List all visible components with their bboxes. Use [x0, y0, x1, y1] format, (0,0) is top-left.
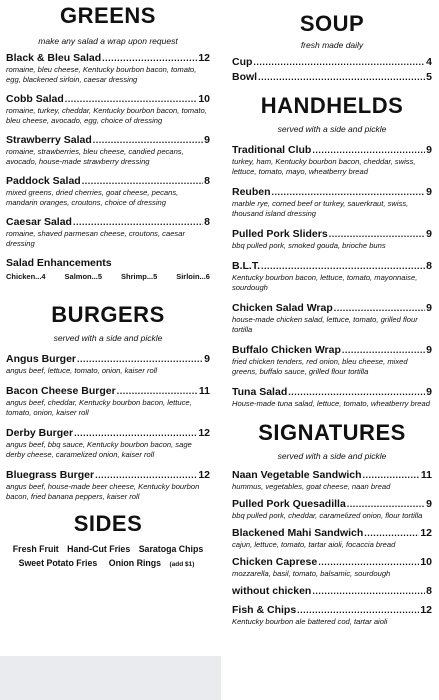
menu-item-name: Reuben: [232, 186, 271, 198]
menu-item: [6, 93, 210, 126]
burgers-list: [6, 353, 210, 502]
menu-item: [232, 527, 432, 550]
menu-item: [232, 604, 432, 627]
menu-item: [232, 556, 432, 579]
menu-item-description: turkey, ham, Kentucky bourbon bacon, cheddar, swiss, lettuce, tomato, mayo, wheatberry bread: [232, 157, 416, 176]
side-item-label: Onion Rings: [108, 558, 162, 568]
menu-item-description: cajun, lettuce, tomato, tartar aioli, focaccia bread: [232, 540, 396, 549]
menu-item-description: House-made tuna salad, lettuce, tomato, wheatberry bread: [232, 399, 430, 408]
sides-section: [6, 512, 210, 572]
menu-item-name: Strawberry Salad: [6, 134, 92, 146]
menu-item: [232, 344, 432, 377]
menu-item-name: Bacon Cheese Burger: [6, 385, 116, 397]
side-item: Fresh Fruit: [12, 544, 59, 554]
menu-item-name: Angus Burger: [6, 353, 77, 365]
menu-item-row: [232, 469, 432, 482]
menu-item-price: 4: [426, 56, 432, 68]
menu-item-row: [232, 144, 432, 157]
dot-leader: [117, 385, 198, 398]
dot-leader: [312, 585, 425, 598]
menu-item: [232, 71, 432, 84]
enhancement-option: Chicken...4: [6, 272, 46, 281]
menu-item-name: Caesar Salad: [6, 216, 72, 228]
dot-leader: [318, 556, 419, 569]
menu-item-price: 9: [426, 344, 432, 356]
menu-item-name: Chicken Salad Wrap: [232, 302, 333, 314]
menu-item-row: [232, 56, 432, 69]
menu-item-price: 10: [198, 93, 210, 105]
menu-item-name: Tuna Salad: [232, 386, 288, 398]
menu-item-description: Kentucky bourbon bacon, lettuce, tomato, mayonnaise, sourdough: [232, 273, 418, 292]
menu-item-name: Chicken Caprese: [232, 556, 318, 568]
menu-item-row: [232, 527, 432, 540]
soup-title: SOUP: [299, 11, 365, 36]
menu-item-name: Buffalo Chicken Wrap: [232, 344, 341, 356]
menu-item-price: 9: [426, 302, 432, 314]
menu-item-name: Cup: [232, 56, 253, 68]
dot-leader: [347, 498, 425, 511]
dot-leader: [65, 93, 198, 106]
enhancement-option: Shrimp...5: [121, 272, 158, 281]
handhelds-section: [232, 94, 432, 409]
menu-item-description: angus beef, lettuce, tomato, onion, kaiser roll: [6, 366, 158, 375]
menu-item-price: 11: [198, 385, 210, 397]
menu-item: [232, 498, 432, 521]
menu-item-description: romaine, turkey, cheddar, Kentucky bourbon bacon, tomato, bleu cheese, avocado, egg, choice of dressing: [6, 106, 207, 125]
menu-item: [6, 216, 210, 249]
menu-item-price: 8: [426, 260, 432, 272]
menu-item-description: bbq pulled pork, cheddar, caramelized onion, flour tortilla: [232, 511, 423, 520]
dot-leader: [74, 427, 197, 440]
greens-section: [6, 0, 210, 281]
menu-item-price: 11: [420, 469, 432, 481]
handhelds-subtitle: served with a side and pickle: [277, 124, 387, 134]
menu-item-price: 12: [198, 52, 210, 64]
menu-item-name: Bluegrass Burger: [6, 469, 95, 481]
dot-leader: [95, 469, 197, 482]
side-item: Hand-Cut Fries: [67, 544, 131, 554]
burgers-subtitle: served with a side and pickle: [53, 333, 163, 343]
menu-item-row: [232, 498, 432, 511]
menu-item-row: [232, 585, 432, 598]
menu-item-row: [6, 216, 210, 229]
menu-item-row: [6, 134, 210, 147]
menu-item-row: [6, 175, 210, 188]
soup-section: [232, 0, 432, 84]
menu-item: [6, 469, 210, 502]
sides-line-1: [6, 542, 210, 556]
menu-item-description: mozzarella, basil, tomato, balsamic, sourdough: [232, 569, 391, 578]
dot-leader: [93, 134, 203, 147]
menu-item-name: B.L.T.: [232, 260, 260, 272]
menu-item-name: Cobb Salad: [6, 93, 64, 105]
left-column: [6, 0, 210, 572]
greens-list: [6, 52, 210, 249]
menu-item-price: 12: [198, 469, 210, 481]
menu-item-price: 12: [420, 604, 432, 616]
menu-item-price: 10: [420, 556, 432, 568]
enhancement-option: Salmon...5: [64, 272, 103, 281]
menu-item-name: Derby Burger: [6, 427, 74, 439]
menu-item: [6, 52, 210, 85]
handhelds-list: [232, 144, 432, 409]
menu-item-description: romaine, bleu cheese, Kentucky bourbon bacon, tomato, egg, blackened sirloin, caesar dressing: [6, 65, 197, 84]
menu-item-name: Paddock Salad: [6, 175, 81, 187]
menu-item-row: [232, 604, 432, 617]
signatures-subtitle: served with a side and pickle: [277, 451, 387, 461]
menu-item-name: Traditional Club: [232, 144, 312, 156]
menu-item-name: Naan Vegetable Sandwich: [232, 469, 362, 481]
menu-item: [232, 260, 432, 293]
salad-enhancements-options: [6, 272, 210, 281]
menu-item-price: 9: [204, 134, 210, 146]
menu-item-price: 9: [426, 186, 432, 198]
soup-list: [232, 56, 432, 84]
menu-item-row: [6, 93, 210, 106]
menu-item-description: romaine, shaved parmesan cheese, croutons, caesar dressing: [6, 229, 185, 248]
menu-item-row: [6, 469, 210, 482]
menu-item-name: Fish & Chips: [232, 604, 297, 616]
menu-item-row: [232, 260, 432, 273]
menu-item-row: [232, 386, 432, 399]
dot-leader: [363, 469, 420, 482]
menu-item-description: Kentucky bourbon ale battered cod, tartar aioli: [232, 617, 388, 626]
menu-item-row: [232, 344, 432, 357]
dot-leader: [258, 71, 425, 84]
menu-item-name: without chicken: [232, 585, 312, 597]
menu-item: [232, 469, 432, 492]
dot-leader: [261, 260, 425, 273]
right-column: [232, 0, 432, 633]
menu-item-description: angus beef, cheddar, Kentucky bourbon bacon, lettuce, tomato, onion, kaiser roll: [6, 398, 192, 417]
soup-subtitle: fresh made daily: [300, 40, 364, 50]
menu-item-price: 9: [426, 386, 432, 398]
menu-item: [232, 585, 432, 598]
menu-item-row: [232, 186, 432, 199]
salad-enhancements-title: Salad Enhancements: [6, 257, 112, 269]
menu-item: [6, 427, 210, 460]
dot-leader: [329, 228, 425, 241]
menu-item-price: 9: [426, 144, 432, 156]
menu-item-name: Bowl: [232, 71, 258, 83]
menu-item: [6, 134, 210, 167]
dot-leader: [342, 344, 425, 357]
menu-item-price: 8: [426, 585, 432, 597]
dot-leader: [73, 216, 203, 229]
menu-item-name: Black & Bleu Salad: [6, 52, 102, 64]
menu-item-row: [6, 385, 210, 398]
menu-item-name: Blackened Mahi Sandwich: [232, 527, 364, 539]
menu-item: [232, 186, 432, 219]
enhancement-option: Sirloin...6: [176, 272, 210, 281]
menu-item: [232, 228, 432, 251]
menu-item: [232, 302, 432, 335]
menu-item: [6, 353, 210, 376]
side-item: Sweet Potato Fries: [18, 558, 98, 568]
greens-subtitle: make any salad a wrap upon request: [38, 36, 178, 46]
menu-item-description: angus beef, bbq sauce, Kentucky bourbon bacon, sage derby cheese, caramelized onion, kaiser roll: [6, 440, 192, 459]
side-item-note: (add $1): [169, 561, 195, 568]
side-item: Saratoga Chips: [138, 544, 204, 554]
menu-item-row: [232, 302, 432, 315]
sides-line-2: [6, 556, 210, 572]
signatures-title: SIGNATURES: [258, 420, 406, 445]
menu-item: [6, 385, 210, 418]
dot-leader: [312, 144, 425, 157]
menu-item-description: angus beef, house-made beer cheese, Kentucky bourbon bacon, fried banana peppers, kaiser roll: [6, 482, 200, 501]
dot-leader: [272, 186, 426, 199]
dot-leader: [82, 175, 203, 188]
burgers-title: BURGERS: [51, 302, 165, 327]
side-item: [106, 558, 198, 568]
menu-item-price: 8: [204, 175, 210, 187]
menu-item: [232, 56, 432, 69]
menu-item-description: romaine, strawberries, bleu cheese, candied pecans, avocado, house-made strawberry dressing: [6, 147, 184, 166]
menu-item-price: 8: [204, 216, 210, 228]
menu-item-name: Pulled Pork Sliders: [232, 228, 328, 240]
dot-leader: [364, 527, 419, 540]
menu-item-price: 9: [426, 498, 432, 510]
dot-leader: [288, 386, 425, 399]
greens-title: GREENS: [60, 3, 156, 28]
menu-item: [232, 144, 432, 177]
menu-item-row: [6, 353, 210, 366]
sides-title: SIDES: [73, 511, 143, 536]
dot-leader: [102, 52, 197, 65]
burgers-section: [6, 303, 210, 502]
menu-item-row: [232, 228, 432, 241]
menu-item-row: [232, 71, 432, 84]
footer-gray-bar: [0, 656, 221, 700]
menu-item-description: mixed greens, dried cherries, goat cheese, pecans, mandarin oranges, croutons, choice of dressing: [6, 188, 179, 207]
menu-item-row: [232, 556, 432, 569]
signatures-section: [232, 421, 432, 627]
menu-item-description: marble rye, corned beef or turkey, sauerkraut, swiss, thousand island dressing: [232, 199, 409, 218]
menu-item: [232, 386, 432, 409]
menu-item-description: fried chicken tenders, red onion, bleu cheese, mixed greens, buffalo sauce, grilled flour tortilla: [232, 357, 408, 376]
dot-leader: [77, 353, 203, 366]
dot-leader: [253, 56, 425, 69]
menu-item-row: [6, 427, 210, 440]
menu-item-price: 5: [426, 71, 432, 83]
menu-item-price: 9: [426, 228, 432, 240]
menu-item-name: Pulled Pork Quesadilla: [232, 498, 346, 510]
menu-item-description: hummus, vegetables, goat cheese, naan bread: [232, 482, 391, 491]
menu-item-description: bbq pulled pork, smoked gouda, brioche buns: [232, 241, 386, 250]
dot-leader: [334, 302, 425, 315]
menu-item-price: 12: [198, 427, 210, 439]
menu-item-row: [6, 52, 210, 65]
signatures-list: [232, 469, 432, 627]
dot-leader: [297, 604, 419, 617]
menu-item-description: house-made chicken salad, lettuce, tomato, grilled flour tortilla: [232, 315, 418, 334]
handhelds-title: HANDHELDS: [260, 93, 404, 118]
menu-item-price: 9: [204, 353, 210, 365]
menu-item-price: 12: [420, 527, 432, 539]
menu-item: [6, 175, 210, 208]
